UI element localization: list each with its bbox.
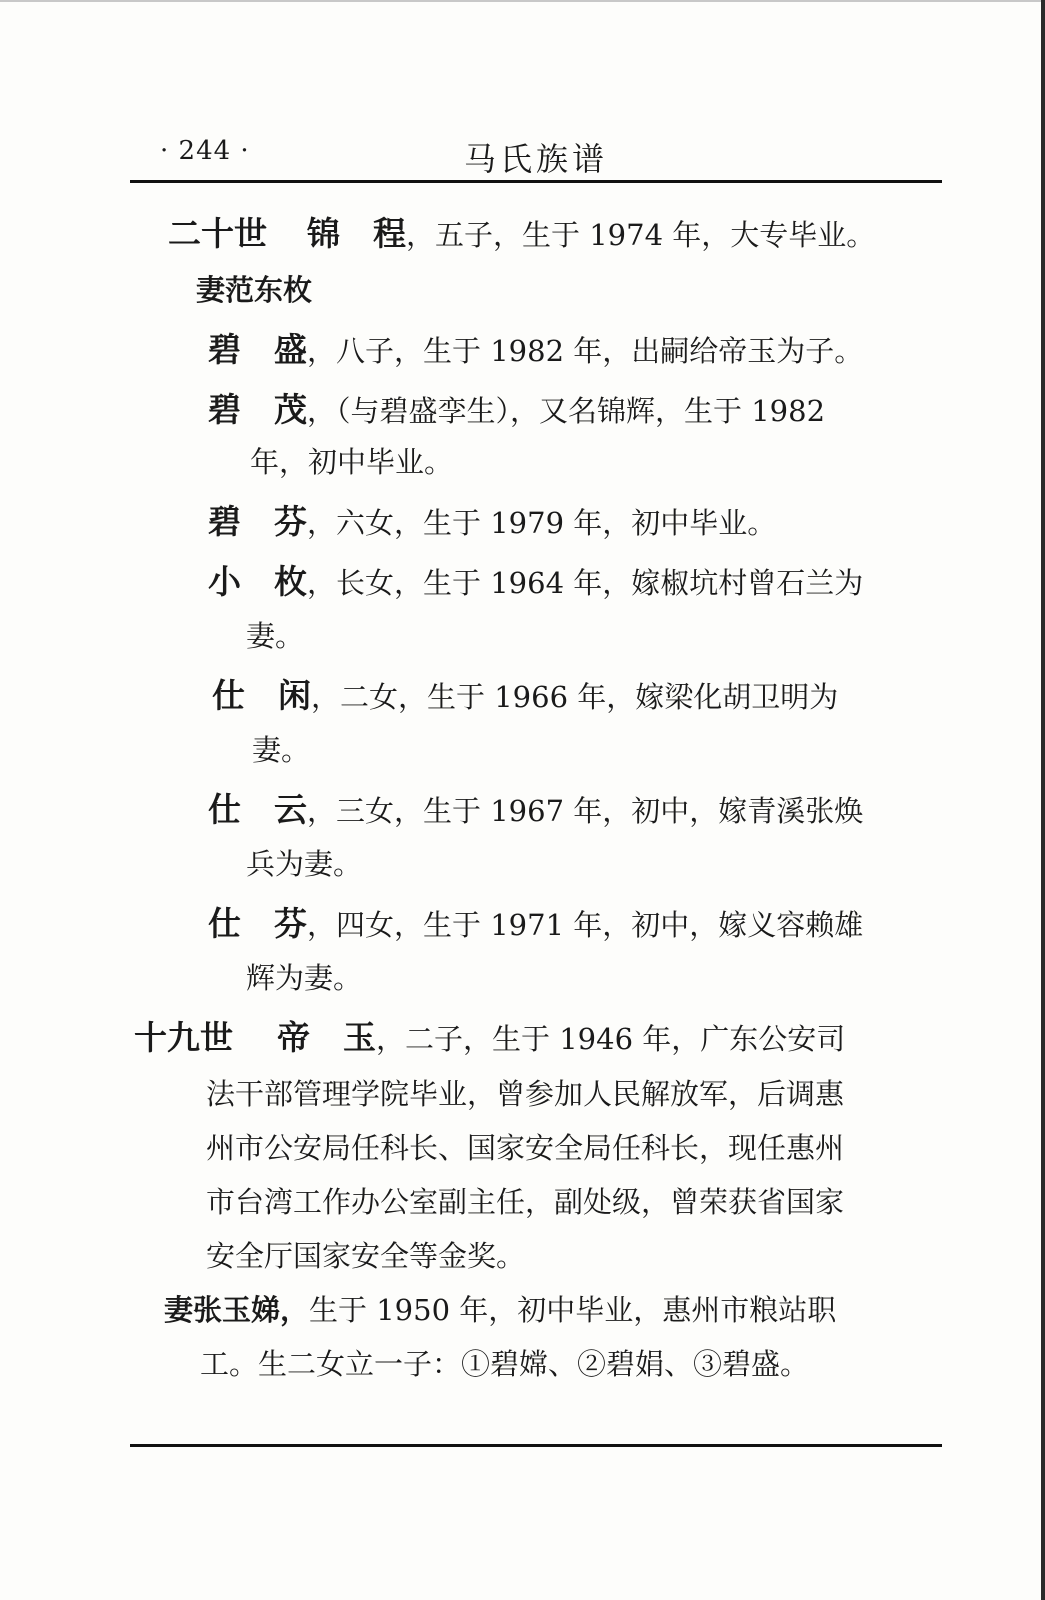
entry-line <box>196 270 312 310</box>
entry-line <box>212 676 838 716</box>
page-top-edge <box>0 0 1045 2</box>
page-number: · 244 · <box>160 136 250 166</box>
entry-text: ，四女，生于 1971 年，初中，嫁义容赖雄 <box>307 908 864 942</box>
person-name: 小 枚 <box>208 562 307 601</box>
page-right-edge <box>1041 0 1045 1600</box>
entry-continuation: 妻。 <box>252 733 311 767</box>
person-name: 帝 玉 <box>277 1018 376 1057</box>
person-name: 仕 云 <box>208 790 307 829</box>
page-header <box>130 134 942 178</box>
entry-continuation: 年，初中毕业。 <box>250 445 454 479</box>
entry-line <box>134 1018 845 1058</box>
entry-continuation: 辉为妻。 <box>246 961 363 995</box>
entry-text: ，二女，生于 1966 年，嫁梁化胡卫明为 <box>311 680 839 714</box>
entry-text: ，三女，生于 1967 年，初中，嫁青溪张焕 <box>307 794 864 828</box>
entry-text: ，二子，生于 1946 年，广东公安司 <box>376 1022 846 1056</box>
entry-continuation: 州市公安局任科长、国家安全局任科长，现任惠州 <box>206 1131 845 1165</box>
entry-continuation: 妻。 <box>246 619 305 653</box>
person-name: 碧 茂 <box>208 390 307 429</box>
entry-continuation: 工。生二女立一子：①碧嫦、②碧娟、③碧盛。 <box>200 1347 810 1381</box>
person-name: 仕 闲 <box>212 676 311 715</box>
entry-text: ，八子，生于 1982 年，出嗣给帝玉为子。 <box>307 334 864 368</box>
person-name: 仕 芬 <box>208 904 307 943</box>
entry-text: ，（与碧盛孪生），又名锦辉，生于 1982 <box>307 394 826 428</box>
entry-continuation: 法干部管理学院毕业，曾参加人民解放军，后调惠 <box>206 1077 845 1111</box>
entry-line <box>208 390 825 430</box>
entry-line <box>208 790 863 830</box>
generation-label: 十九世 <box>134 1018 233 1057</box>
entry-text: ，五子，生于 1974 年，大专毕业。 <box>406 218 876 252</box>
person-name: 锦 程 <box>307 214 406 253</box>
entry-text: ，长女，生于 1964 年，嫁椒坑村曾石兰为 <box>307 566 864 600</box>
entry-continuation: 市台湾工作办公室副主任，副处级，曾荣获省国家 <box>206 1185 845 1219</box>
page-title: 马氏族谱 <box>463 140 608 178</box>
person-name: 碧 盛 <box>208 330 307 369</box>
entry-line <box>168 214 875 254</box>
entry-text: ，六女，生于 1979 年，初中毕业。 <box>307 506 777 540</box>
entry-continuation: 安全厅国家安全等金奖。 <box>206 1239 526 1273</box>
entry-line <box>208 904 863 944</box>
entry-line <box>208 502 776 542</box>
entry-line <box>208 562 863 602</box>
header-rule <box>130 180 942 183</box>
person-name: 碧 芬 <box>208 502 307 541</box>
generation-label: 二十世 <box>168 214 267 253</box>
entry-continuation: 兵为妻。 <box>246 847 363 881</box>
spouse-name: 妻范东枚 <box>196 273 313 307</box>
footer-rule <box>130 1444 942 1447</box>
entry-line <box>164 1290 836 1330</box>
spouse-name: 妻张玉娣， <box>164 1293 310 1327</box>
entry-line <box>208 330 863 370</box>
entry-text: 生于 1950 年，初中毕业，惠州市粮站职 <box>309 1293 837 1327</box>
